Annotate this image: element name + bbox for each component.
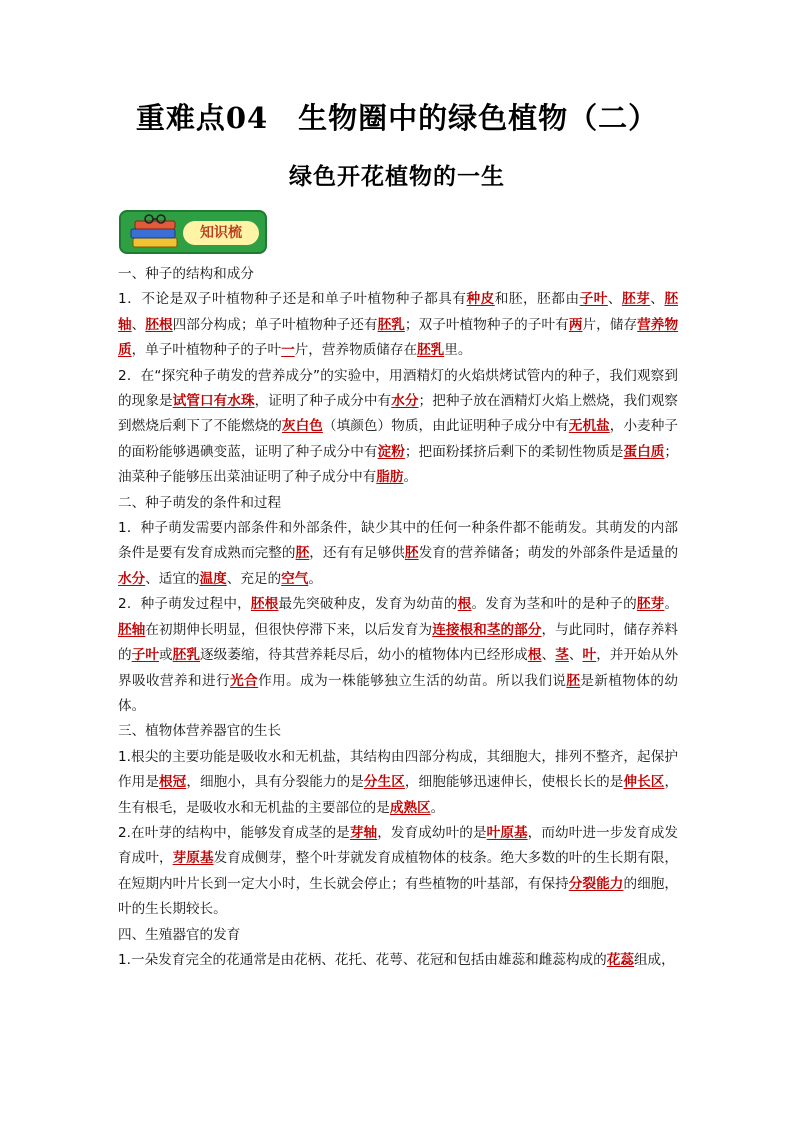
text-run: ，细胞能够迅速伸长，使根长长的是 [404, 774, 624, 791]
text-run: ；双子叶植物种子的子叶有 [404, 316, 569, 333]
answer-keyword: 淀粉 [377, 443, 405, 460]
answer-keyword: 胚芽 [622, 291, 651, 308]
text-run: （填颜色）物质，由此证明种子成分中有 [322, 418, 569, 435]
paragraph [118, 948, 678, 973]
answer-keyword: 光合 [230, 672, 259, 689]
section-heading: 一、种子的结构和成分 [118, 266, 254, 282]
answer-keyword: 连接根和茎的部分 [432, 621, 542, 638]
answer-keyword: 芽原基 [172, 850, 214, 867]
paragraph [118, 745, 678, 821]
sub-title: 绿色开花植物的一生 [289, 163, 505, 190]
answer-keyword: 营养物质 [118, 316, 679, 359]
text-run: 、 [131, 316, 146, 333]
badge-label: 知识梳 [200, 225, 242, 241]
books-icon [127, 214, 183, 252]
main-title: 重难点04 生物圈中的绿色植物（二） [135, 101, 659, 135]
text-run: 1．种子萌发需要内部条件和外部条件，缺少其中的任何一种条件都不能萌发。其萌发的内部条件是要有发育成熟而完整的 [118, 520, 678, 562]
knowledge-badge [119, 210, 267, 254]
text-run: 的细胞，叶的生长期较长。 [118, 875, 679, 918]
answer-keyword: 无机盐 [568, 418, 610, 435]
answer-keyword: 胚根 [145, 316, 173, 333]
answer-keyword: 胚 [566, 672, 581, 689]
text-run: 、 [650, 291, 665, 308]
answer-keyword: 试管口有水珠 [172, 393, 255, 410]
paragraph [118, 516, 678, 592]
answer-keyword: 子叶 [579, 291, 608, 308]
answer-keyword: 分裂能力 [568, 875, 624, 892]
answer-keyword: 水分 [391, 393, 419, 410]
answer-keyword: 灰白色 [281, 418, 323, 435]
answer-keyword: 花蕊 [606, 951, 634, 968]
text-run: 发育成侧芽，整个叶芽就发育成植物体的枝条。绝大多数的叶的生长期有限，在短期内叶片长到一定大小时，生长就会停止；有些植物的叶基部，有保持 [118, 850, 679, 892]
paragraph [118, 364, 678, 491]
text-run: 发育的营养储备；萌发的外部条件是适量的 [418, 545, 679, 562]
text-run: 2．种子萌发过程中， [118, 596, 251, 613]
text-run: 。 [403, 469, 418, 486]
text-run: ；把面粉揉挤后剩下的柔韧性物质是 [404, 443, 624, 460]
answer-keyword: 胚轴 [118, 291, 679, 333]
answer-keyword: 根 [457, 596, 472, 613]
answer-keyword: 芽轴 [349, 824, 378, 841]
text-run: 。 [308, 570, 322, 587]
text-run: 、充足的 [226, 570, 282, 587]
paragraph [118, 287, 678, 363]
answer-keyword: 胚轴 [118, 621, 146, 638]
content-body [118, 262, 678, 973]
text-run: ，证明了种子成分中有 [254, 393, 392, 410]
text-run: 里。 [444, 342, 472, 359]
text-run: ，单子叶植物种子的子叶 [131, 342, 282, 359]
section-heading: 四、生殖器官的发育 [118, 926, 241, 943]
text-run: 。 [664, 596, 679, 613]
answer-keyword: 分生区 [363, 774, 405, 791]
section-heading: 三、植物体营养器官的生长 [118, 723, 282, 740]
section-heading: 二、种子萌发的条件和过程 [118, 494, 282, 511]
text-run: 作用。成为一株能够独立生活的幼苗。所以我们说 [258, 672, 567, 689]
answer-keyword: 胚乳 [172, 647, 200, 664]
text-run: ，细胞小，具有分裂能力的是 [186, 774, 364, 791]
text-run: ；把种子放在酒精灯火焰上燃烧，我们观察到燃烧后剩下了不能燃烧的 [118, 393, 679, 435]
answer-keyword: 胚乳 [377, 316, 405, 333]
answer-keyword: 子叶 [131, 647, 159, 664]
answer-keyword: 根 [527, 647, 542, 664]
text-run: 1.一朵发育完全的花通常是由花柄、花托、花萼、花冠和包括由雄蕊和雌蕊构成的 [118, 951, 607, 968]
answer-keyword: 伸长区 [623, 774, 665, 791]
text-run: 2．在“探究种子萌发的营养成分”的实验中，用酒精灯的火焰烘烤试管内的种子，我们观察到的现象是 [118, 367, 678, 410]
text-run: 片，储存 [582, 316, 638, 333]
text-run: 和胚，胚都由 [494, 291, 580, 308]
badge-label-pill [183, 221, 259, 245]
text-run: 在初期伸长明显，但很快停滞下来，以后发育为 [145, 621, 433, 638]
text-run: 、 [607, 291, 623, 308]
text-run: 逐级萎缩，待其营养耗尽后，幼小的植物体内已经形成 [200, 647, 528, 664]
answer-keyword: 胚乳 [417, 342, 445, 359]
text-run: 。发育为茎和叶的是种子的 [471, 596, 637, 613]
text-run: 最先突破种皮，发育为幼苗的 [278, 596, 458, 613]
text-run: ，小麦种子的面粉能够遇碘变蓝，证明了种子成分中有 [118, 418, 679, 460]
text-run: 1．不论是双子叶植物种子还是和单子叶植物种子都具有 [118, 291, 467, 308]
answer-keyword: 种皮 [466, 291, 495, 308]
text-run: 、适宜的 [145, 570, 200, 587]
answer-keyword: 胚芽 [636, 596, 665, 613]
answer-keyword: 叶 [582, 647, 597, 664]
text-run: 组成， [633, 951, 675, 968]
answer-keyword: 胚 [404, 545, 419, 562]
answer-keyword: 根冠 [158, 774, 187, 791]
text-run: ，与此同时，储存养料的 [118, 621, 679, 664]
text-run: 2.在叶芽的结构中，能够发育成茎的是 [118, 824, 350, 841]
text-run: ，并开始从外界吸收营养和进行 [118, 647, 679, 689]
answer-keyword: 两 [568, 316, 583, 333]
text-run: 四部分构成；单子叶植物种子还有 [172, 316, 378, 333]
text-run: 、 [568, 647, 583, 664]
text-run: 、 [541, 647, 556, 664]
answer-keyword: 胚根 [250, 596, 279, 613]
answer-keyword: 茎 [555, 647, 569, 664]
answer-keyword: 温度 [199, 570, 227, 587]
answer-keyword: 叶原基 [486, 824, 528, 841]
text-run: ，发育成幼叶的是 [377, 824, 487, 841]
text-run: 是新植物体的幼体。 [118, 672, 679, 714]
text-run: ；油菜种子能够压出菜油证明了种子成分中有 [118, 443, 679, 486]
text-run: 片，营养物质储存在 [294, 342, 418, 359]
answer-keyword: 空气 [281, 570, 309, 587]
text-run: ，生有根毛，是吸收水和无机盐的主要部位的是 [118, 774, 679, 816]
text-run: ，而幼叶进一步发育成发育成叶， [118, 824, 679, 867]
answer-keyword: 蛋白质 [623, 443, 665, 460]
paragraph [118, 592, 678, 719]
paragraph [118, 821, 678, 923]
text-run: ，还有有足够供 [309, 545, 405, 562]
answer-keyword: 一 [281, 342, 295, 359]
text-run: 。 [430, 799, 445, 816]
answer-keyword: 脂肪 [376, 469, 404, 486]
answer-keyword: 成熟区 [389, 799, 431, 816]
text-run: 1.根尖的主要功能是吸收水和无机盐，其结构由四部分构成，其细胞大，排列不整齐，起保护作用是 [118, 748, 678, 791]
answer-keyword: 水分 [118, 570, 146, 587]
answer-keyword: 胚 [295, 545, 310, 562]
text-run: 或 [159, 647, 173, 664]
